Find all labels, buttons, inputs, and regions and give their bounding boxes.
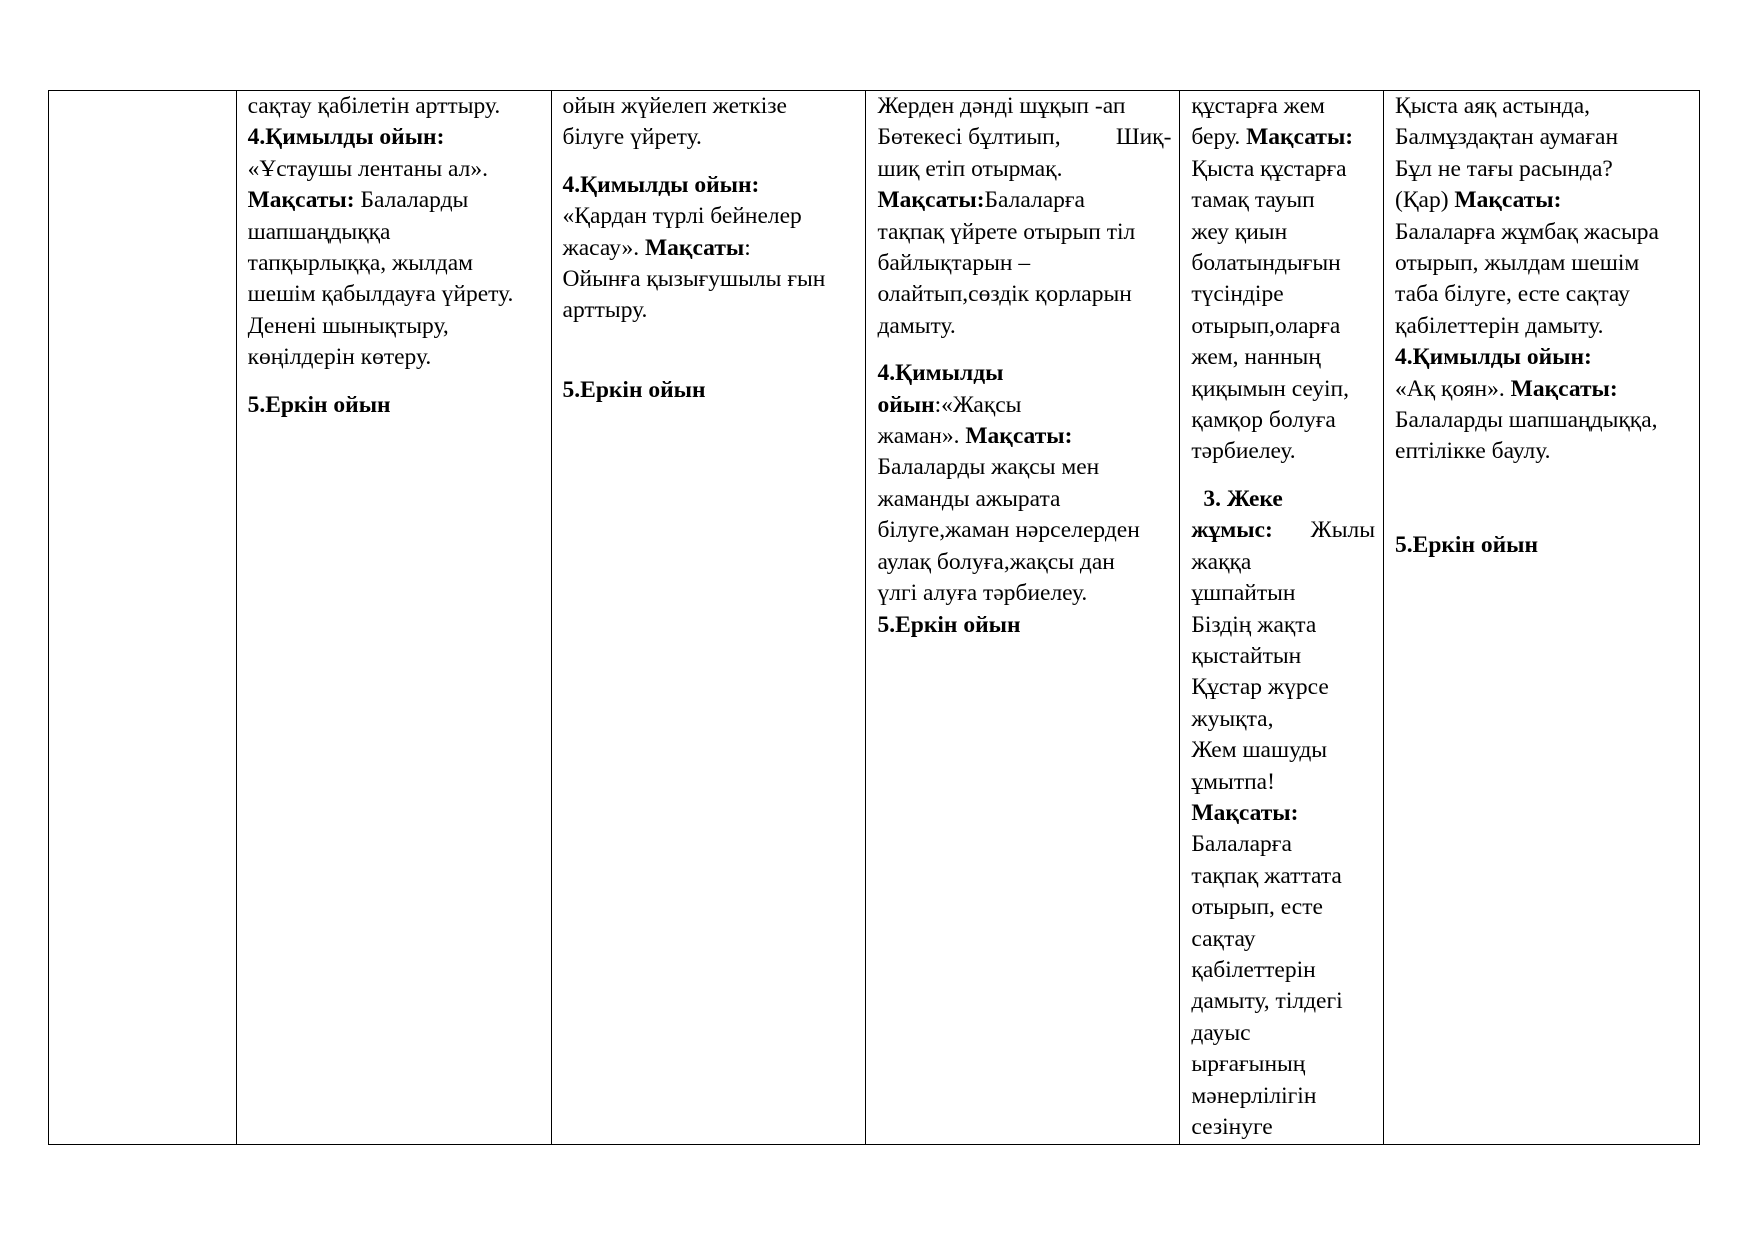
table-row [49, 91, 1700, 1145]
cell-text: тапқырлыққа, жылдам [247, 250, 474, 277]
cell-text: беру. [1191, 124, 1247, 151]
cell-text: жаққа [1191, 548, 1252, 575]
cell-text: Жем шашуды [1191, 737, 1328, 764]
goal-label: Мақсаты: [1454, 187, 1562, 214]
cell-text: қабілеттерін [1191, 956, 1316, 983]
game-title: жаман». [877, 423, 966, 450]
cell-text: Балмұздақтан аумаған [1395, 124, 1619, 151]
cell-text: Бөтекесі бұлтиып, [877, 124, 1061, 151]
game-title: :«Жақсы [934, 391, 1022, 418]
game-title: «Қардан түрлі бейнелер [562, 203, 802, 230]
cell-col-6 [1384, 91, 1700, 1145]
cell-text: арттыру. [562, 297, 648, 324]
cell-text: көңілдерін көтеру. [247, 344, 432, 371]
cell-text: ырғағының [1191, 1051, 1306, 1078]
game-title: жасау». [562, 234, 645, 261]
game-title: «Ақ қоян». [1395, 375, 1511, 402]
goal-label: Мақсаты: [247, 187, 355, 214]
cell-text: білуге,жаман нәрселерден [877, 517, 1140, 544]
cell-text: Жылы [1310, 517, 1376, 544]
cell-text: білуге үйрету. [562, 124, 702, 151]
cell-text: ұшпайтын [1191, 580, 1296, 607]
cell-text: ұмытпа! [1191, 768, 1275, 795]
cell-text: тақпақ жаттата [1191, 862, 1342, 889]
cell-text: отырып, жылдам шешім [1395, 250, 1640, 277]
game-title: «Ұстаушы лентаны ал». [247, 155, 488, 182]
goal-label: Мақсаты: [877, 187, 985, 214]
cell-text: Жерден дәнді шұқып -ап [877, 93, 1126, 119]
cell-text: үлгі алуға тәрбиелеу. [877, 580, 1088, 607]
cell-text: шапшаңдыққа [247, 218, 391, 245]
cell-text: тәрбиелеу. [1191, 438, 1296, 465]
section-heading: 4.Қимылды ойын: [1395, 344, 1592, 371]
cell-text: (Қар) [1395, 187, 1455, 214]
cell-text: жем, нанның [1191, 344, 1321, 371]
cell-text: аулақ болуға,жақсы дан [877, 548, 1115, 575]
empty-cell [49, 91, 237, 1145]
cell-col-3 [551, 91, 866, 1145]
cell-col-2 [236, 91, 551, 1145]
cell-text: қиқымын сеуіп, [1191, 375, 1350, 402]
section-heading: жұмыс: [1191, 517, 1273, 544]
cell-text: олайтып,сөздік қорларын [877, 281, 1132, 308]
section-heading: 5.Еркін ойын [1395, 531, 1539, 558]
cell-text: сезінуге [1191, 1114, 1273, 1140]
cell-text: отырып,оларға [1191, 312, 1341, 339]
cell-text: сақтау [1191, 925, 1256, 952]
section-heading: 3. Жеке [1203, 485, 1283, 512]
cell-text: Балаларды [354, 187, 469, 214]
cell-text: шиқ етіп отырмақ. [877, 155, 1063, 182]
cell-text: Балаларға жұмбақ жасыра [1395, 218, 1659, 245]
cell-text: байлықтарын – [877, 250, 1031, 277]
cell-text: дауыс [1191, 1019, 1251, 1046]
cell-text: қыстайтын [1191, 642, 1302, 669]
lesson-plan-table [48, 90, 1700, 1145]
cell-text: мәнерлілігін [1191, 1082, 1317, 1109]
cell-text: Ойынға қызығушылы ғын [562, 266, 826, 293]
cell-text: Балаларға [984, 187, 1085, 214]
cell-text: сақтау қабілетін арттыру. [247, 93, 501, 119]
cell-text: жуықта, [1191, 705, 1274, 732]
cell-text: Балаларды жақсы мен [877, 454, 1100, 481]
goal-label: Мақсаты: [1191, 799, 1299, 826]
cell-text: құстарға жем [1191, 93, 1325, 119]
cell-text: отырып, есте [1191, 894, 1323, 921]
section-heading: ойын [877, 391, 935, 418]
cell-text: Біздің жақта [1191, 611, 1317, 638]
cell-text: жеу қиын [1191, 218, 1288, 245]
cell-text: түсіндіре [1191, 281, 1284, 308]
section-heading: 5.Еркін ойын [877, 611, 1021, 638]
cell-text: болатындығын [1191, 250, 1341, 277]
cell-text: Құстар жүрсе [1191, 674, 1329, 701]
cell-text: Қыста аяқ астында, [1395, 93, 1591, 119]
cell-text: дамыту. [877, 312, 956, 339]
cell-text: қамқор болуға [1191, 407, 1336, 434]
goal-label: Мақсаты [644, 234, 745, 261]
section-heading: 4.Қимылды ойын: [247, 124, 445, 151]
cell-col-4 [866, 91, 1180, 1145]
cell-text: шешім қабылдауға үйрету. [247, 281, 514, 308]
cell-text: Шиқ- [1115, 124, 1172, 151]
section-heading: 5.Еркін ойын [562, 376, 706, 403]
cell-text: : [744, 234, 751, 261]
cell-text: Денені шынықтыру, [247, 312, 449, 339]
goal-label: Мақсаты: [965, 423, 1073, 450]
cell-text: ойын жүйелеп жеткізе [562, 93, 787, 119]
cell-text: жаманды ажырата [877, 485, 1061, 512]
section-heading: 5.Еркін ойын [247, 391, 391, 418]
section-heading: 4.Қимылды ойын: [562, 171, 760, 198]
cell-text: қабілеттерін дамыту. [1395, 312, 1604, 339]
cell-text: дамыту, тілдегі [1191, 988, 1343, 1015]
cell-text: Бұл не тағы расында? [1395, 155, 1613, 182]
cell-text: таба білуге, есте сақтау [1395, 281, 1630, 308]
cell-text: Балаларды шапшаңдыққа, [1395, 407, 1658, 434]
goal-label: Мақсаты: [1510, 375, 1618, 402]
section-heading: 4.Қимылды [877, 360, 1004, 387]
cell-text: ептілікке баулу. [1395, 438, 1551, 465]
cell-text: тақпақ үйрете отырып тіл [877, 218, 1136, 245]
cell-text: Қыста құстарға [1191, 155, 1347, 182]
cell-text: тамақ тауып [1191, 187, 1315, 214]
cell-text: Балаларға [1191, 831, 1292, 858]
goal-label: Мақсаты: [1246, 124, 1354, 151]
cell-col-5 [1180, 91, 1384, 1145]
